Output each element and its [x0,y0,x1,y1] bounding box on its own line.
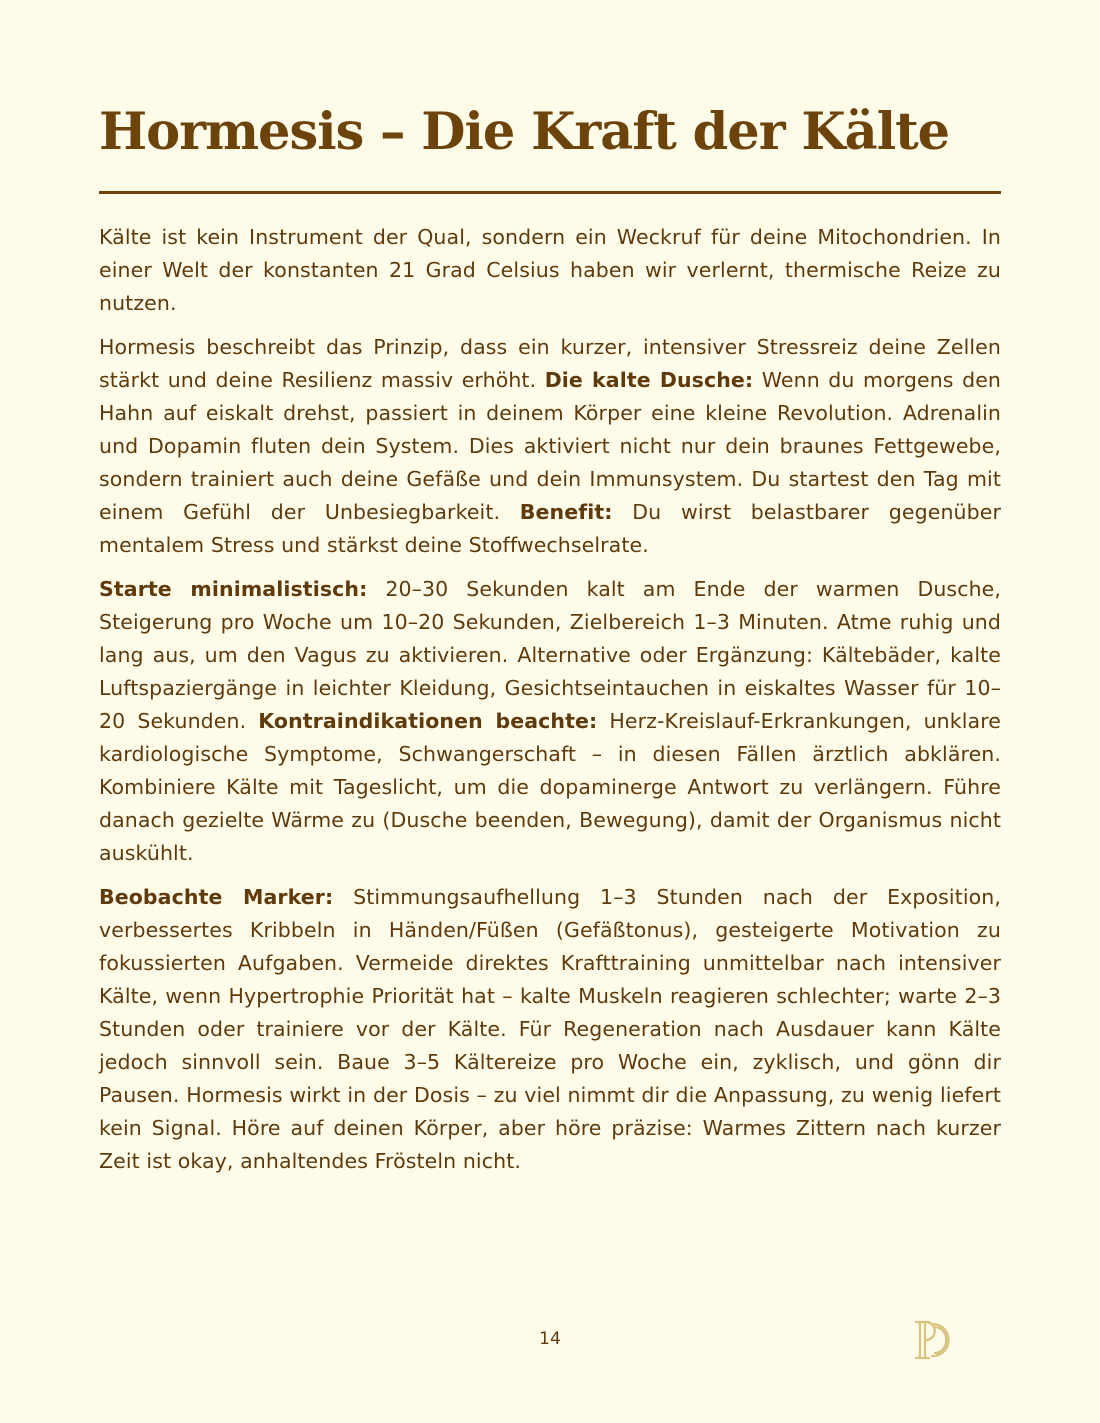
paragraph-text: Wenn du morgens den Hahn auf eiskalt drehst, passiert in deinem Körper eine kleine Revolution. Adrenalin und Dopamin fluten dein System. Dies aktiviert nicht nur dein braunes Fettgewebe, sondern trainiert auch deine Gefäße und dein Immunsystem. Du startest den Tag mit einem Gefühl der Unbesiegbarkeit. [99,368,1001,524]
brand-monogram-icon [910,1316,960,1364]
paragraph [99,881,1001,1178]
paragraph-text: 20–30 Sekunden kalt am Ende der warmen Dusche, Steigerung pro Woche um 10–20 Sekunden, Zielbereich 1–3 Minuten. Atme ruhig und lang aus, um den Vagus zu aktivieren. Alternative oder Ergänzung: Kältebäder, kalte Luftspaziergänge in leichter Kleidung, Gesichtseintauchen in eiskaltes Wasser für 10–20 Sekunden. [99,577,1001,733]
brand-monogram-icon-graphic [910,1316,960,1364]
inline-heading: Starte minimalistisch: [99,577,368,601]
body-text [99,221,1001,1189]
inline-heading: Benefit: [519,500,613,524]
page-title: Hormesis – Die Kraft der Kälte [99,102,950,162]
paragraph-text: Herz-Kreislauf-Erkrankungen, unklare kardiologische Symptome, Schwangerschaft – in diesen Fällen ärztlich abklären. Kombiniere Kälte mit Tageslicht, um die dopaminerge Antwort zu verlängern. Führe danach gezielte Wärme zu (Dusche beenden, Bewegung), damit der Organismus nicht auskühlt. [99,709,1001,865]
inline-heading: Beobachte Marker: [99,885,334,909]
paragraph-text: Stimmungsaufhellung 1–3 Stunden nach der Exposition, verbessertes Kribbeln in Händen/Füßen (Gefäßtonus), gesteigerte Motivation zu fokussierten Aufgaben. Vermeide direktes Krafttraining unmittelbar nach intensiver Kälte, wenn Hypertrophie Priorität hat – kalte Muskeln reagieren schlechter; warte 2–3 Stunden oder trainiere vor der Kälte. Für Regeneration nach Ausdauer kann Kälte jedoch sinnvoll sein. Baue 3–5 Kältereize pro Woche ein, zyklisch, und gönn dir Pausen. Hormesis wirkt in der Dosis – zu viel nimmt dir die Anpassung, zu wenig liefert kein Signal. Höre auf deinen Körper, aber höre präzise: Warmes Zittern nach kurzer Zeit ist okay, anhaltendes Frösteln nicht. [99,885,1001,1173]
paragraph-text: Hormesis beschreibt das Prinzip, dass ein kurzer, intensiver Stressreiz deine Zellen stärkt und deine Resilienz massiv erhöht. [99,335,1001,392]
inline-heading: Die kalte Dusche: [544,368,754,392]
title-divider [99,191,1001,194]
paragraph-text: Du wirst belastbarer gegenüber mentalem Stress und stärkst deine Stoffwechselrate. [99,500,1001,557]
paragraph [99,573,1001,870]
paragraph-text: Kälte ist kein Instrument der Qual, sondern ein Weckruf für deine Mitochondrien. In einer Welt der konstanten 21 Grad Celsius haben wir verlernt, thermische Reize zu nutzen. [99,225,1001,315]
inline-heading: Kontraindikationen beachte: [258,709,598,733]
paragraph [99,331,1001,562]
paragraph [99,221,1001,320]
page-number: 14 [539,1329,561,1349]
